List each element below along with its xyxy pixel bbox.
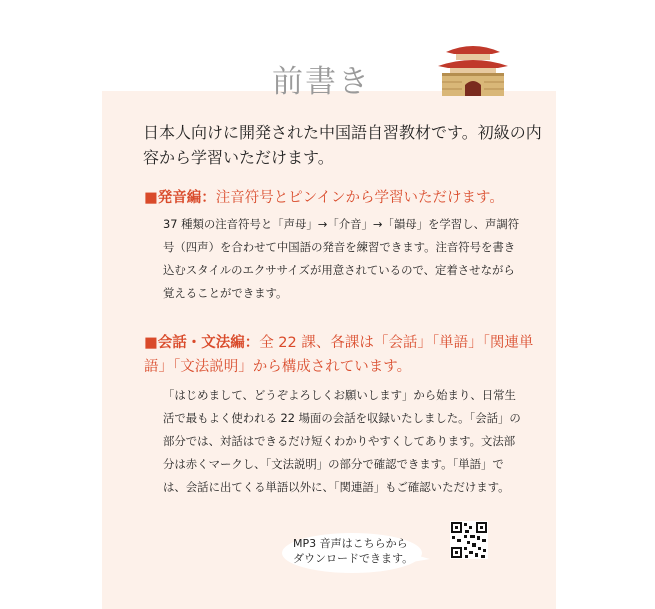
section-body-conversation-grammar: 「はじめまして、どうぞよろしくお願いします」から始まり、日常生活で最もよく使われる 22 場面の会話を収録いたしました。「会話」の部分では、対話はできるだけ短くわかりやすくしてあります。文法部分は赤くマークし、「文法説明」の部分で確認できます。「単語」では、会話に出てくる単語以外に、「関連語」もご確認いただけます。: [163, 388, 521, 494]
section-label: ■会話・文法編：: [144, 335, 260, 351]
section-label: ■発音編：: [144, 190, 216, 206]
page-title: 前書き: [272, 64, 371, 100]
intro-text: 日本人向けに開発された中国語自習教材です。初級の内容から学習いただけます。: [143, 123, 542, 167]
qr-code-icon[interactable]: [450, 521, 488, 559]
download-line-2: ダウンロードできます。: [293, 552, 414, 565]
gate-tower-illustration: [432, 40, 514, 96]
section-heading-conversation-grammar: [144, 331, 534, 379]
section-heading-pronunciation: [144, 186, 534, 210]
section-heading-text: 全 22 課、各課は「会話」「単語」「関連単語」「文法説明」から構成されています。: [144, 335, 534, 375]
download-note: [293, 536, 433, 566]
section-body-pronunciation: 37 種類の注音符号と「声母」→「介音」→「韻母」を学習し、声調符号（四声）を合わせて中国語の発音を練習できます。注音符号を書き込むスタイルのエクササイズが用意されているので、定着させながら覚えることができます。: [163, 217, 520, 300]
section-heading-text: 注音符号とピンインから学習いただけます。: [215, 190, 504, 206]
download-line-1: MP3 音声はこちらから: [293, 537, 408, 550]
